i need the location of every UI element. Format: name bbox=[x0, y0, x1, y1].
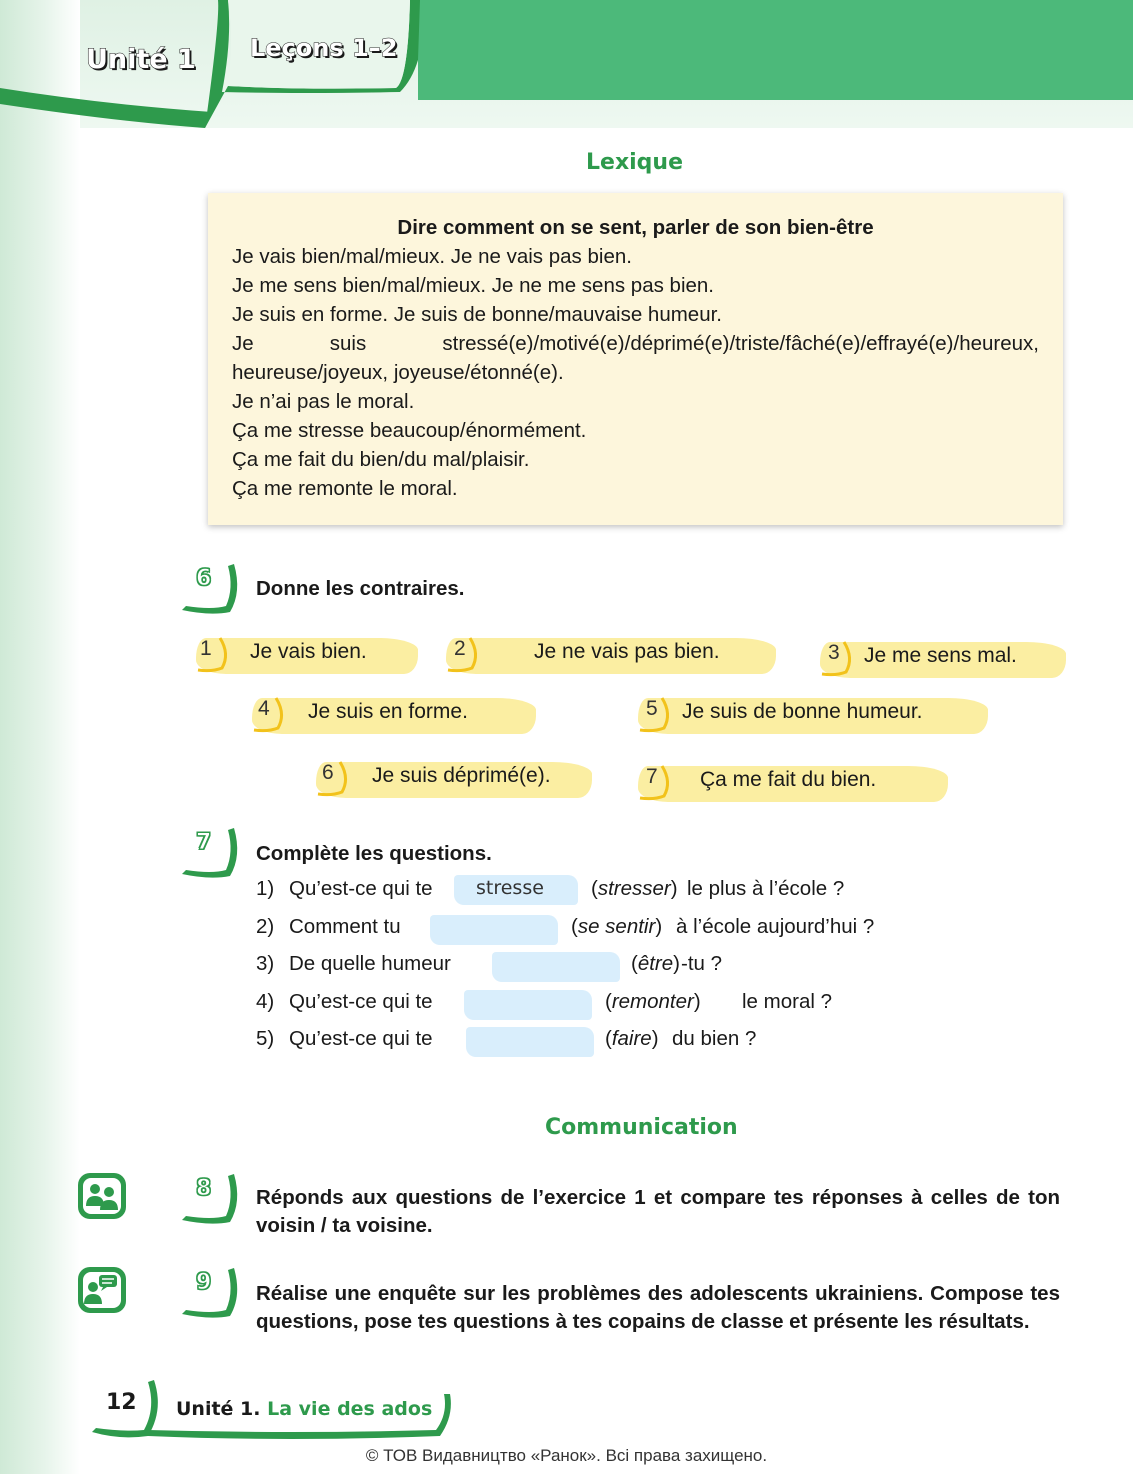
exercise-9-text: Réalise une enquête sur les problèmes des adolescents ukrainiens. Compose tes questions, pose tes questions à tes copains de classe et présente les résultats. bbox=[256, 1282, 1060, 1333]
page-number: 12 bbox=[106, 1390, 137, 1415]
opposite-item: 6 Je suis déprimé(e). bbox=[316, 758, 592, 798]
exercise-7-number: 7 bbox=[180, 826, 242, 882]
lexique-line: Je me sens bien/mal/mieux. Je ne me sens pas bien. bbox=[232, 274, 714, 297]
lexique-line: Je n’ai pas le moral. bbox=[232, 390, 415, 413]
group-discussion-icon bbox=[77, 1266, 127, 1316]
exercise-8-number: 8 bbox=[180, 1172, 242, 1228]
answer-blank[interactable] bbox=[492, 952, 620, 982]
lexique-box bbox=[208, 193, 1063, 525]
footer-unit-title: Unité 1. La vie des ados bbox=[176, 1398, 433, 1420]
unit-badge: Unité 1 bbox=[86, 44, 196, 75]
opposite-item: 3 Je me sens mal. bbox=[820, 638, 1066, 678]
answer-blank[interactable] bbox=[466, 1027, 594, 1057]
item-bracket-icon bbox=[638, 694, 678, 734]
exercise-6-number: 6 bbox=[180, 562, 242, 618]
pair-work-icon bbox=[77, 1172, 127, 1222]
lexique-line: Ça me stresse beaucoup/énormément. bbox=[232, 419, 587, 442]
exercise-7-title: Complète les questions. bbox=[256, 842, 492, 865]
lexique-box-title: Dire comment on se sent, parler de son bien-être bbox=[397, 216, 874, 239]
copyright-notice: © ТОВ Видавництво «Ранок». Всі права захищено. bbox=[365, 1446, 768, 1465]
communication-title-text: Communication bbox=[545, 1115, 738, 1140]
opposite-item: 5 Je suis de bonne humeur. bbox=[638, 694, 988, 734]
answer-blank[interactable] bbox=[430, 915, 558, 945]
item-bracket-icon bbox=[446, 634, 486, 674]
lexique-line: Ça me fait du bien/du mal/plaisir. bbox=[232, 448, 530, 471]
left-margin-band bbox=[0, 0, 80, 1474]
exercise-8-text: Réponds aux questions de l’exercice 1 et compare tes réponses à celles de ton voisin / ta voisine. bbox=[256, 1186, 1060, 1237]
opposite-item: 7 Ça me fait du bien. bbox=[638, 762, 948, 802]
lexique-line: Je vais bien/mal/mieux. Je ne vais pas bien. bbox=[232, 245, 632, 268]
lexique-line: Je suis stressé(e)/motivé(e)/déprimé(e)/triste/fâché(e)/effrayé(e)/heureux, bbox=[232, 332, 1039, 355]
lexique-line: heureuse/joyeux, joyeuse/étonné(e). bbox=[232, 361, 564, 384]
exercise-6-title: Donne les contraires. bbox=[256, 577, 465, 600]
header-green-bar bbox=[418, 0, 1133, 100]
lesson-badge: Leçons 1–2 bbox=[250, 34, 398, 62]
opposite-item: 2 Je ne vais pas bien. bbox=[446, 634, 776, 674]
lexique-line: Ça me remonte le moral. bbox=[232, 477, 458, 500]
opposite-item: 1 Je vais bien. bbox=[196, 634, 418, 674]
header-tabs bbox=[0, 0, 420, 130]
opposite-item: 4 Je suis en forme. bbox=[252, 694, 536, 734]
answer-text: stresse bbox=[476, 877, 544, 899]
answer-blank[interactable] bbox=[464, 990, 592, 1020]
lexique-line: Je suis en forme. Je suis de bonne/mauvaise humeur. bbox=[232, 303, 722, 326]
item-bracket-icon bbox=[638, 762, 678, 802]
exercise-9-number: 9 bbox=[180, 1266, 242, 1322]
lexique-title-text: Lexique bbox=[586, 150, 684, 175]
item-bracket-icon bbox=[820, 638, 860, 678]
